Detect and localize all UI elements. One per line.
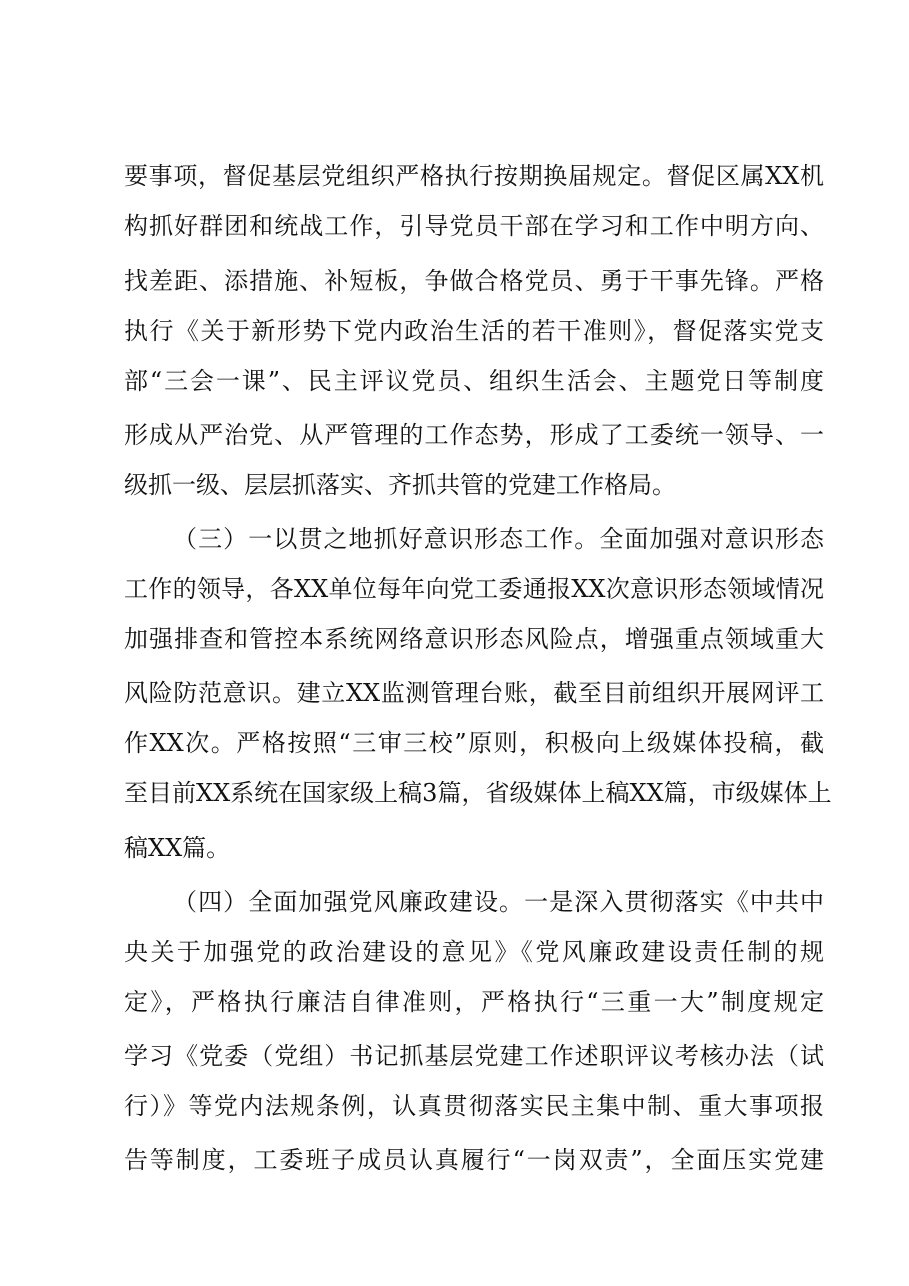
section-heading-line: （三）一以贯之地抓好意识形态工作。全面加强对意识形态 <box>173 525 824 553</box>
text-line: 作XX次。严格按照“三审三校”原则，积极向上级媒体投稿，截 <box>124 729 824 757</box>
text-line: 加强排查和管控本系统网络意识形态风险点，增强重点领域重大 <box>124 625 824 653</box>
text-line: 部“三会一课”、民主评议党员、组织生活会、主题党日等制度 <box>124 367 824 395</box>
text-line: 央关于加强党的政治建设的意见》《党风廉政建设责任制的规 <box>124 938 824 966</box>
section-heading-line: （四）全面加强党风廉政建设。一是深入贯彻落实《中共中 <box>173 888 824 916</box>
text-line: 执行《关于新形势下党内政治生活的若干准则》，督促落实党支 <box>124 317 824 345</box>
text-line: 级抓一级、层层抓落实、齐抓共管的党建工作格局。 <box>124 471 676 499</box>
text-line: 告等制度，工委班子成员认真履行“一岗双责”，全面压实党建 <box>124 1146 824 1174</box>
text-line: 风险防范意识。建立XX监测管理台账，截至目前组织开展网评工 <box>124 679 824 707</box>
text-line: 行）》等党内法规条例，认真贯彻落实民主集中制、重大事项报 <box>124 1092 824 1120</box>
text-line: 工作的领导，各XX单位每年向党工委通报XX次意识形态领域情况 <box>124 575 824 603</box>
text-line: 找差距、添措施、补短板，争做合格党员、勇于干事先锋。严格 <box>124 267 824 295</box>
text-line: 要事项，督促基层党组织严格执行按期换届规定。督促区属XX机 <box>124 162 824 190</box>
text-line: 定》，严格执行廉洁自律准则，严格执行“三重一大”制度规定 <box>124 988 824 1016</box>
text-line: 形成从严治党、从严管理的工作态势，形成了工委统一领导、一 <box>124 421 824 449</box>
text-line: 稿XX篇。 <box>124 834 231 862</box>
text-line: 构抓好群团和统战工作，引导党员干部在学习和工作中明方向、 <box>124 212 824 240</box>
text-line: 学习《党委（党组）书记抓基层党建工作述职评议考核办法（试 <box>124 1042 824 1070</box>
text-line: 至目前XX系统在国家级上稿3篇，省级媒体上稿XX篇，市级媒体上 <box>124 779 832 807</box>
